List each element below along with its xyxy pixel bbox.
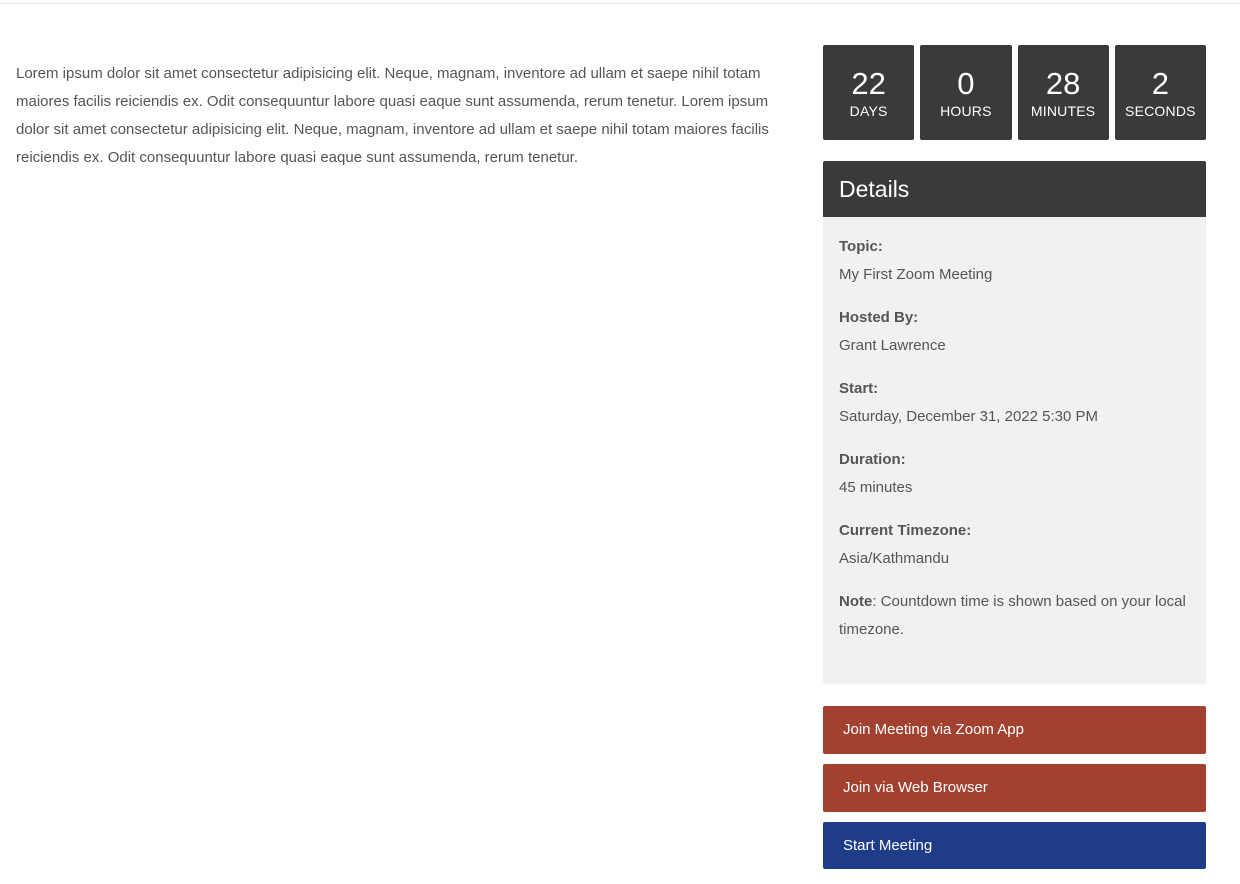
start-meeting-button[interactable]: Start Meeting <box>823 822 1206 869</box>
detail-start-value: Saturday, December 31, 2022 5:30 PM <box>839 408 1099 425</box>
detail-host-label: Hosted By: <box>839 309 919 326</box>
countdown-timer <box>823 45 1206 140</box>
detail-duration-label: Duration: <box>839 451 906 468</box>
countdown-minutes <box>1018 45 1109 140</box>
detail-duration <box>839 446 1190 502</box>
details-heading: Details <box>823 161 1206 217</box>
main-content <box>16 60 801 172</box>
detail-topic-value: My First Zoom Meeting <box>839 266 993 283</box>
join-web-browser-button[interactable]: Join via Web Browser <box>823 764 1206 812</box>
detail-host-value: Grant Lawrence <box>839 337 946 354</box>
detail-topic <box>839 233 1190 289</box>
countdown-seconds-label: SECONDS <box>1125 103 1196 119</box>
meeting-sidebar <box>823 45 1206 869</box>
detail-topic-label: Topic: <box>839 238 883 255</box>
detail-note <box>839 588 1190 644</box>
note-label: Note <box>839 593 873 610</box>
detail-host <box>839 304 1190 360</box>
detail-start <box>839 375 1190 431</box>
countdown-minutes-value: 28 <box>1045 66 1081 101</box>
countdown-days <box>823 45 914 140</box>
countdown-hours-value: 0 <box>957 66 975 101</box>
detail-timezone-label: Current Timezone: <box>839 522 972 539</box>
detail-duration-value: 45 minutes <box>839 479 913 496</box>
countdown-minutes-label: MINUTES <box>1030 103 1096 119</box>
join-zoom-app-button[interactable]: Join Meeting via Zoom App <box>823 706 1206 754</box>
description-paragraph: Lorem ipsum dolor sit amet consectetur adipisicing elit. Neque, magnam, inventore ad ullam et saepe nihil totam maiores facilis reiciendis ex. Odit consequuntur labore quasi eaque sunt assumenda, rerum tenetur. Lorem ipsum dolor sit amet consectetur adipisicing elit. Neque, magnam, inventore ad ullam et saepe nihil totam maiores facilis reiciendis ex. Odit consequuntur labore quasi eaque sunt assumenda, rerum tenetur. <box>16 65 769 166</box>
countdown-days-value: 22 <box>851 66 886 101</box>
countdown-days-label: DAYS <box>849 103 888 119</box>
top-divider <box>0 0 1240 4</box>
countdown-hours <box>920 45 1011 140</box>
countdown-seconds-value: 2 <box>1151 66 1169 101</box>
countdown-hours-label: HOURS <box>940 103 992 119</box>
details-panel <box>823 217 1206 684</box>
detail-timezone-value: Asia/Kathmandu <box>839 550 950 567</box>
detail-start-label: Start: <box>839 380 879 397</box>
detail-timezone <box>839 517 1190 573</box>
note-text: : Countdown time is shown based on your local timezone. <box>839 593 1186 638</box>
countdown-seconds <box>1115 45 1206 140</box>
